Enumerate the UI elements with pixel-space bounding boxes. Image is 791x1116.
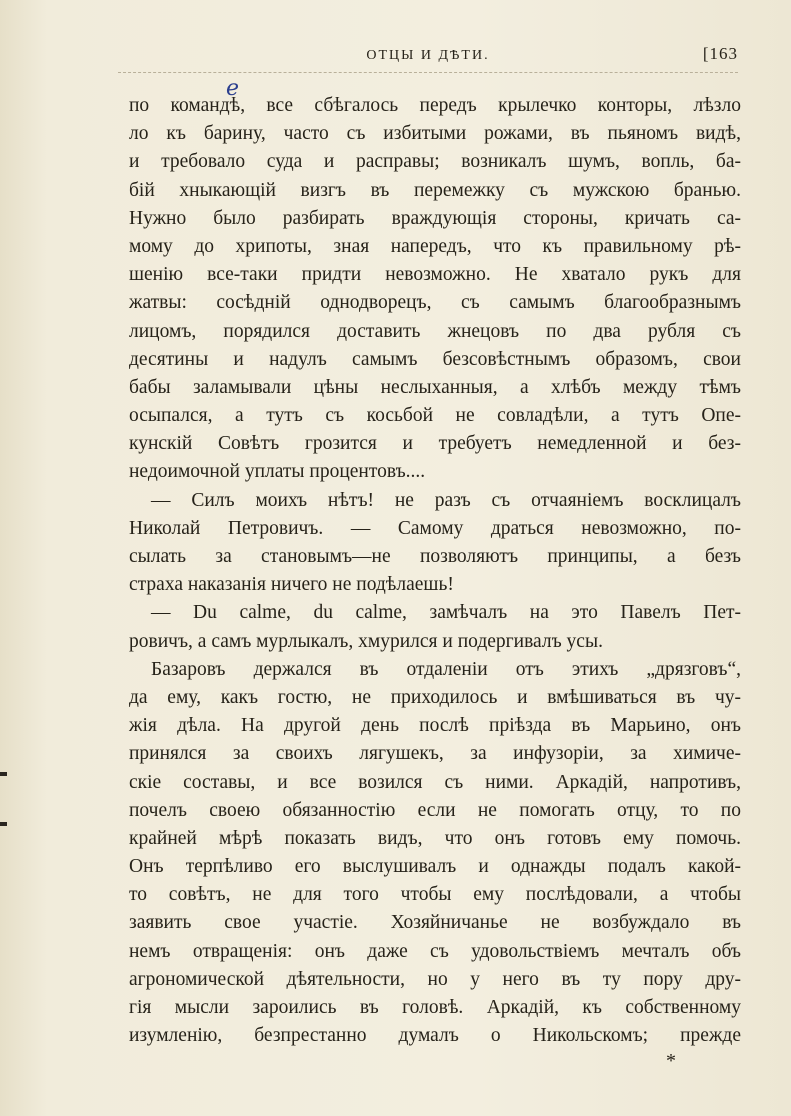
text-line: изумленію, безпрестанно думалъ о Никольскомъ; прежде (129, 1025, 741, 1047)
margin-mark (0, 822, 7, 826)
text-line: ло къ барину, часто съ избитыми рожами, въ пьяномъ видѣ, (129, 123, 741, 145)
text-line: осыпался, а тутъ съ косьбой не совладѣли, а тутъ Опе- (129, 405, 741, 427)
text-line: — Силъ моихъ нѣтъ! не разъ съ отчаяніемъ восклицалъ (151, 489, 741, 511)
text-line: агрономической дѣятельности, но у него въ ту пору дру- (129, 968, 741, 990)
text-line: Базаровъ держался въ отдаленіи отъ этихъ „дрязговъ“, (151, 658, 741, 680)
text-line: принялся за своихъ лягушекъ, за инфузоріи, за химиче- (129, 743, 741, 765)
text-line: гія мысли зароились въ головѣ. Аркадій, къ собственному (129, 997, 741, 1018)
text-line: Нужно было разбирать враждующія стороны, кричать са- (129, 207, 741, 229)
text-line: сылать за становымъ—не позволяютъ принципы, а безъ (129, 546, 741, 567)
text-line: по командѣ, все сбѣгалось передъ крылечко конторы, лѣзло (129, 95, 741, 116)
text-line: скіе составы, и все возился съ ними. Аркадій, напротивъ, (129, 771, 741, 793)
text-line: Онъ терпѣливо его выслушивалъ и однажды подалъ какой- (129, 856, 741, 878)
text-line: жатвы: сосѣдній однодворецъ, съ самымъ благообразнымъ (129, 292, 741, 314)
running-title: ОТЦЫ И ДѢТИ. (366, 48, 490, 63)
header-rule (118, 72, 738, 73)
page-number: [163 (702, 44, 738, 63)
page-header (118, 44, 738, 74)
text-line: десятины и надулъ самымъ безсовѣстнымъ образомъ, свои (129, 348, 741, 370)
text-line: бій хныкающій визгъ въ перемежку съ мужскою бранью. (129, 179, 741, 201)
text-line: бабы заламывали цѣны неслыханныя, а хлѣбъ между тѣмъ (129, 376, 741, 398)
text-line: Николай Петровичъ. — Самому драться невозможно, по- (129, 517, 741, 539)
text-line: мому до хрипоты, зная напередъ, что къ правильному рѣ- (129, 235, 741, 257)
text-line: лицомъ, порядился доставить жнецовъ по два рубля съ (129, 320, 741, 342)
text-line: заявить свое участіе. Хозяйничанье не возбуждало въ (129, 912, 741, 934)
text-line: жія дѣла. На другой день послѣ пріѣзда въ Марьино, онъ (129, 715, 741, 737)
text-line: и требовало суда и расправы; возникалъ шумъ, вопль, ба- (129, 151, 741, 173)
signature-mark: * (666, 1050, 676, 1072)
text-line: страха наказанія ничего не подѣлаешь! (129, 574, 454, 596)
text-line: кунскій Совѣтъ грозится и требуетъ немедленной и без- (129, 433, 741, 455)
text-line: да ему, какъ гостю, не приходилось и вмѣшиваться въ чу- (129, 686, 741, 708)
text-line: ровичъ, а самъ мурлыкалъ, хмурился и подергивалъ усы. (129, 630, 603, 652)
text-line: недоимочной уплаты процентовъ.... (129, 461, 426, 483)
body-text (129, 92, 741, 1050)
text-line: — Du calme, du calme, замѣчалъ на это Павелъ Пет- (151, 602, 741, 624)
text-line: шенію все-таки придти невозможно. Не хватало рукъ для (129, 264, 741, 286)
margin-mark (0, 772, 7, 776)
text-line: почелъ своею обязанностію если не помогать отцу, то по (129, 799, 741, 821)
text-line: немъ отвращенія: онъ даже съ удовольствіемъ мечталъ объ (129, 940, 741, 962)
text-line: крайней мѣрѣ показать видъ, что онъ готовъ ему помочь. (129, 827, 741, 849)
handwritten-correction: e (226, 76, 240, 101)
text-line: то совѣтъ, не для того чтобы ему послѣдовали, а чтобы (129, 884, 741, 906)
